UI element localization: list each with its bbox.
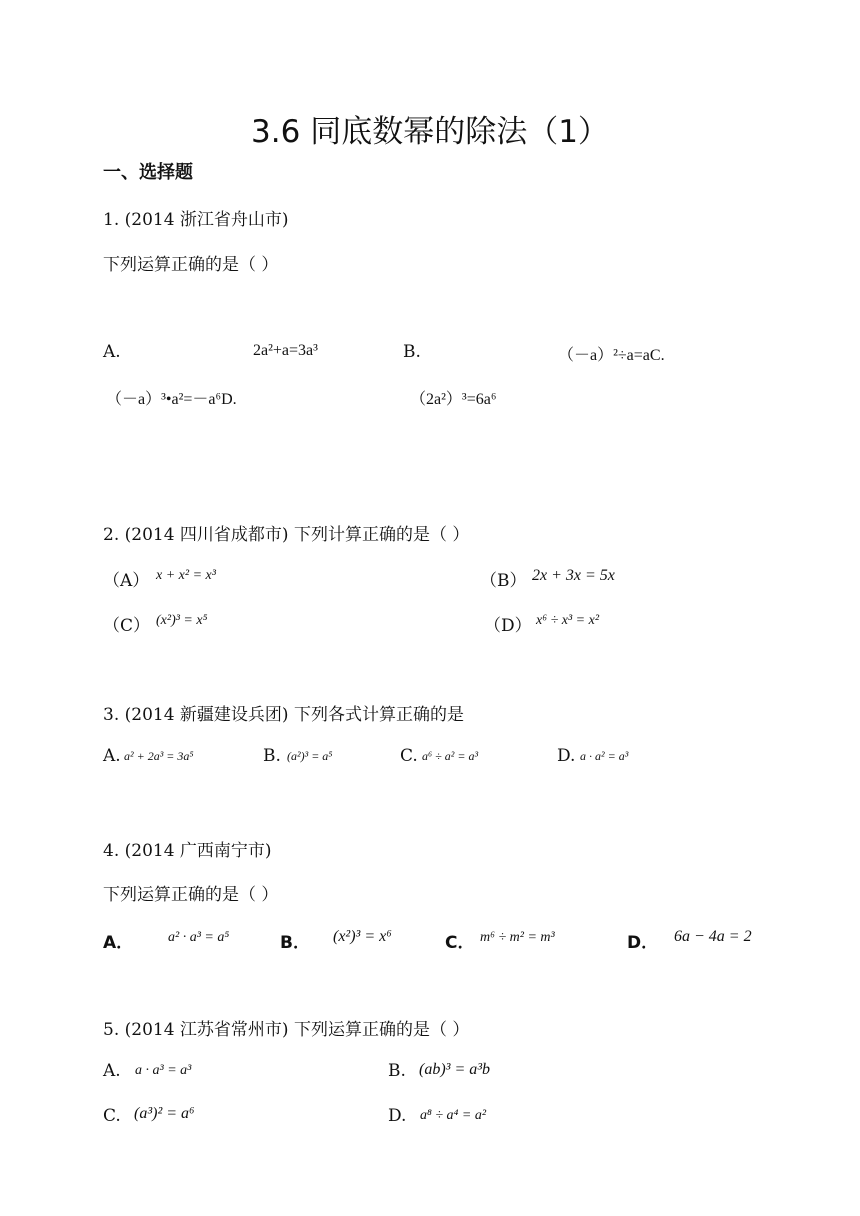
- q1-option-b-label: B.: [403, 342, 421, 362]
- q4-option-c-label: C．: [445, 933, 475, 953]
- q3-option-d-label: D.: [557, 746, 576, 766]
- q3-option-b-label: B.: [263, 746, 281, 766]
- q2-option-a-label: （A）: [103, 571, 150, 591]
- q4-option-a-label: A．: [103, 933, 134, 953]
- q5-option-a-expr: a · a³ = a³: [135, 1063, 192, 1078]
- page-title: 3.6 同底数幂的除法（1）: [251, 114, 609, 150]
- q1-option-c-expr: （－a）³•a²=－a⁶D.: [106, 391, 237, 408]
- q1-option-d-expr: （2a²）³=6a⁶: [410, 391, 497, 408]
- q2-option-c-expr: (x²)³ = x⁵: [156, 613, 208, 628]
- q2-option-b-expr: 2x + 3x = 5x: [532, 567, 615, 584]
- q3-option-a-label: A.: [103, 746, 121, 766]
- q3-option-c-label: C.: [400, 746, 418, 766]
- q2-option-b-label: （B）: [480, 571, 527, 591]
- q2-option-d-expr: x⁶ ÷ x³ = x²: [536, 613, 600, 628]
- q3-option-d-expr: a · a² = a³: [580, 749, 629, 763]
- q3-header: 3. (2014 新疆建设兵团) 下列各式计算正确的是: [103, 705, 464, 725]
- q1-option-a-label: A.: [103, 342, 121, 362]
- q5-option-a-label: A.: [103, 1061, 121, 1081]
- q4-option-c-expr: m⁶ ÷ m² = m³: [480, 930, 555, 945]
- q5-option-d-expr: a⁸ ÷ a⁴ = a²: [420, 1108, 487, 1123]
- q1-header: 1. (2014 浙江省舟山市): [103, 210, 289, 230]
- q2-header: 2. (2014 四川省成都市) 下列计算正确的是（ ）: [103, 525, 470, 545]
- q4-header: 4. (2014 广西南宁市): [103, 841, 272, 861]
- q5-option-c-expr: (a³)² = a⁶: [134, 1105, 195, 1122]
- q5-option-b-label: B.: [388, 1061, 406, 1081]
- q4-option-a-expr: a² · a³ = a⁵: [168, 930, 230, 945]
- q1-option-a-expr: 2a²+a=3a³: [253, 342, 318, 359]
- q5-header: 5. (2014 江苏省常州市) 下列运算正确的是（ ）: [103, 1020, 470, 1040]
- q4-option-d-label: D．: [627, 933, 659, 953]
- q3-option-c-expr: a⁶ ÷ a² = a³: [422, 749, 479, 763]
- section-heading: 一、选择题: [103, 162, 193, 183]
- q1-option-b-expr: （－a）²÷a=aC.: [558, 347, 665, 364]
- q4-stem: 下列运算正确的是（ ）: [103, 885, 279, 905]
- q4-option-b-label: B．: [280, 933, 310, 953]
- q5-option-c-label: C.: [103, 1106, 121, 1126]
- q5-option-b-expr: (ab)³ = a³b: [419, 1061, 491, 1078]
- q1-stem: 下列运算正确的是（ ）: [103, 255, 279, 275]
- q2-option-c-label: （C）: [103, 616, 151, 636]
- q2-option-d-label: （D）: [484, 616, 532, 636]
- q4-option-d-expr: 6a − 4a = 2: [674, 928, 752, 945]
- q4-option-b-expr: (x²)³ = x⁶: [333, 928, 392, 945]
- q2-option-a-expr: x + x² = x³: [156, 568, 216, 583]
- q5-option-d-label: D.: [388, 1106, 407, 1126]
- q3-option-b-expr: (a²)³ = a⁵: [287, 749, 333, 763]
- q3-option-a-expr: a² + 2a³ = 3a⁵: [124, 749, 194, 763]
